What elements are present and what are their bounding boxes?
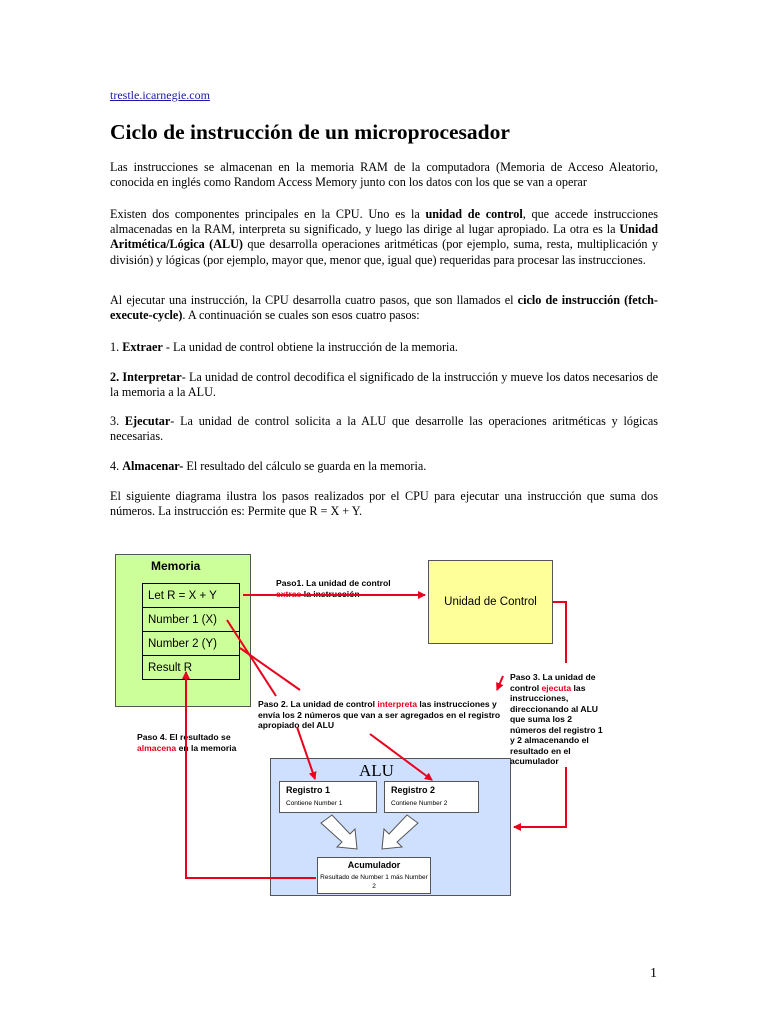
step-2-text: - La unidad de control decodifica el significado de la instrucción y mueve los datos necesarios de la memoria a la ALU.: [110, 370, 658, 400]
step-1-name: Extraer: [122, 340, 163, 354]
accumulator: [317, 857, 431, 894]
step-4-num: 4.: [110, 459, 123, 473]
paso3-red: ejecuta: [541, 682, 572, 693]
memory-box: [115, 554, 251, 707]
control-unit-box: [428, 560, 553, 644]
p2-bold-alu: Unidad Aritmética/Lógica (ALU): [110, 222, 658, 252]
p3-text-c: . A continuación se cuales son esos cuatro pasos:: [182, 308, 420, 323]
arrow-paso3-down: [553, 602, 566, 663]
step-1: [110, 340, 658, 355]
memory-cell-number2: Number 2 (Y): [142, 631, 240, 656]
p2-text-a: Existen dos componentes principales en la CPU. Uno es la: [110, 207, 426, 221]
alu-box: [270, 758, 511, 896]
arrow-paso3-to-alu: [514, 767, 566, 827]
page-title: Ciclo de instrucción de un microprocesador: [110, 120, 510, 144]
register-2: [384, 781, 479, 813]
memory-cell-result: Result R: [142, 655, 240, 680]
step-4-text: El resultado del cálculo se guarda en la memoria.: [183, 459, 427, 473]
paso1-a: Paso1. La unidad de control: [276, 578, 391, 588]
paso1-b: la instrucción: [301, 588, 360, 599]
p3-bold-cycle: ciclo de instrucción (fetch-execute-cycle): [110, 293, 658, 323]
paso2-red: interpreta: [377, 699, 418, 709]
source-link[interactable]: trestle.icarnegie.com: [110, 88, 210, 102]
paragraph-cycle: [110, 293, 658, 323]
arrow-paso2-pointer: [497, 676, 503, 690]
note-paso2: [258, 699, 504, 731]
register-1-sub: Contiene Number 1: [286, 800, 343, 807]
note-paso3: [510, 672, 606, 767]
p2-bold-control: unidad de control: [425, 207, 523, 221]
note-paso4: [137, 732, 257, 753]
memory-cell-number1: Number 1 (X): [142, 607, 240, 632]
step-3: [110, 414, 658, 444]
page-number: 1: [650, 966, 657, 981]
paso3-a: Paso 3. La unidad de control: [510, 672, 596, 693]
p2-text-e: que desarrolla operaciones aritméticas (por ejemplo, suma, resta, multiplicación y división) y lógicas (por ejemplo, mayor que, menor que, igual que) requeridas para procesar las instrucciones.: [110, 237, 658, 267]
step-2: [110, 370, 658, 400]
step-3-name: Ejecutar: [124, 414, 171, 428]
memory-cell-instruction: Let R = X + Y: [142, 583, 240, 608]
paso1-red: extrae: [276, 588, 302, 599]
paso2-a: Paso 2. La unidad de control: [258, 699, 378, 709]
paso4-red: almacena: [137, 742, 177, 753]
step-3-num: 3.: [110, 414, 125, 428]
p3-text-a: Al ejecutar una instrucción, la CPU desarrolla cuatro pasos, que son llamados el: [110, 293, 518, 307]
note-paso1: [276, 578, 416, 599]
paso4-a: Paso 4. El resultado se: [137, 732, 231, 742]
control-unit-label: Unidad de Control: [444, 596, 537, 608]
paragraph-components: [110, 207, 658, 268]
register-1: [279, 781, 377, 813]
accumulator-sub: Resultado de Number 1 más Number 2: [320, 874, 428, 890]
paso3-b: las instrucciones, direccionando al ALU que suma los 2 números del registro 1 y 2 almacenando el resultado en el acumulador: [510, 682, 603, 766]
memory-title: Memoria: [151, 559, 201, 573]
step-1-text: - La unidad de control obtiene la instrucción de la memoria.: [162, 340, 458, 354]
register-1-title: Registro 1: [286, 785, 331, 795]
step-4-name: Almacenar-: [122, 459, 184, 473]
step-2-num: 2: [110, 370, 117, 384]
p2-text-c: , que accede instrucciones almacenadas en la RAM, interpreta su significado, y luego las dirige al lugar apropiado. La otra es la: [110, 207, 658, 237]
alu-title: ALU: [359, 761, 394, 780]
paragraph-ram: Las instrucciones se almacenan en la memoria RAM de la computadora (Memoria de Acceso Aleatorio, conocida en inglés como Random Access Memory junto con los datos con los que se van a operar: [110, 160, 658, 190]
register-2-title: Registro 2: [391, 785, 436, 795]
paso4-b: en la memoria: [176, 742, 237, 753]
step-2-name: . Interpretar: [116, 370, 182, 384]
register-2-sub: Contiene Number 2: [391, 800, 448, 807]
paso2-b: las instrucciones y envía los 2 números que van a ser agregados en el registro apropiado del ALU: [258, 699, 501, 730]
step-4: [110, 459, 658, 474]
paragraph-diagram-intro: El siguiente diagrama ilustra los pasos realizados por el CPU para ejecutar una instrucción que suma dos números. La instrucción es: Permite que R = X + Y.: [110, 489, 658, 519]
accumulator-title: Acumulador: [347, 860, 401, 870]
step-3-text: - La unidad de control solicita a la ALU que desarrolle las operaciones aritméticas y lógicas necesarias.: [110, 414, 658, 444]
step-1-num: 1.: [110, 340, 123, 354]
